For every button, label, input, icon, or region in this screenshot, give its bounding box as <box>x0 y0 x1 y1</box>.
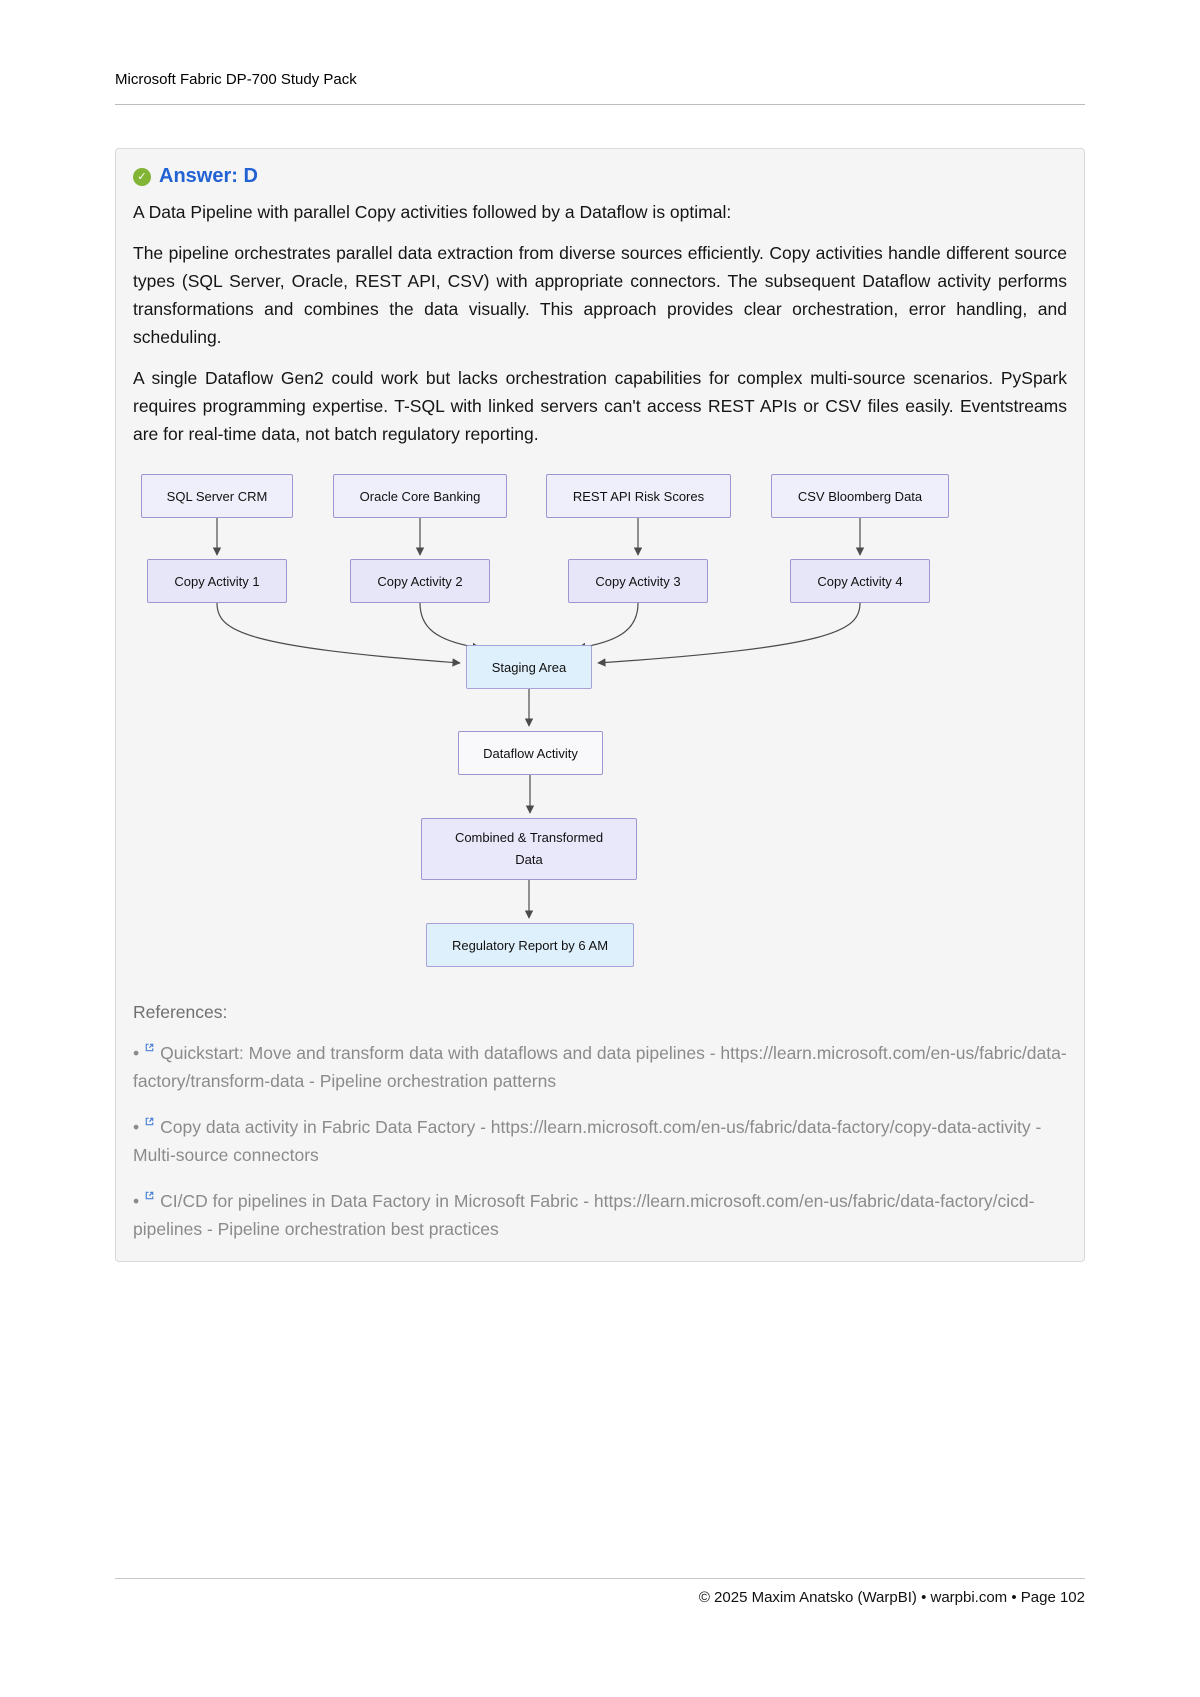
node-csv-bloomberg-data <box>771 474 949 518</box>
reference-text: CI/CD for pipelines in Data Factory in Microsoft Fabric - https://learn.microsoft.com/en-us/fabric/data-factory/cicd-pipelines - Pipeline orchestration best practices <box>133 1191 1035 1239</box>
pipeline-flowchart <box>133 461 1067 976</box>
node-rest-api-risk-scores <box>546 474 731 518</box>
answer-heading <box>133 165 1067 188</box>
node-copy-activity-2 <box>350 559 490 603</box>
answer-intro: A Data Pipeline with parallel Copy activities followed by a Dataflow is optimal: <box>133 202 732 222</box>
node-label: Combined & Transformed Data <box>454 830 604 867</box>
node-label: REST API Risk Scores <box>572 488 705 504</box>
answer-paragraph-2: A single Dataflow Gen2 could work but lacks orchestration capabilities for complex multi-source scenarios. PySpark requires programming expertise. T-SQL with linked servers can't access REST APIs or CSV files easily. Eventstreams are for real-time data, not batch regulatory reporting. <box>133 368 1067 444</box>
node-copy-activity-4 <box>790 559 930 603</box>
node-copy-activity-3 <box>568 559 708 603</box>
node-dataflow-activity <box>458 731 603 775</box>
node-label: Copy Activity 3 <box>595 573 681 589</box>
node-label: Staging Area <box>491 659 567 675</box>
flowchart-arrows <box>133 461 1067 976</box>
footer-divider <box>115 1578 1085 1579</box>
node-label: Copy Activity 2 <box>377 573 463 589</box>
external-link-icon <box>144 1033 155 1061</box>
node-staging-area <box>466 645 592 689</box>
node-regulatory-report <box>426 923 634 967</box>
reference-link-3[interactable] <box>133 1181 1067 1243</box>
node-label: CSV Bloomberg Data <box>797 488 923 504</box>
reference-link-1[interactable] <box>133 1033 1067 1095</box>
node-copy-activity-1 <box>147 559 287 603</box>
answer-label: Answer: D <box>159 165 258 187</box>
footer-text: © 2025 Maxim Anatsko (WarpBI) • warpbi.com • Page 102 <box>698 1589 1085 1606</box>
node-oracle-core-banking <box>333 474 507 518</box>
references-heading: References: <box>133 1002 228 1022</box>
node-sql-server-crm <box>141 474 293 518</box>
node-label: Copy Activity 4 <box>817 573 903 589</box>
reference-text: Copy data activity in Fabric Data Factory - https://learn.microsoft.com/en-us/fabric/data-factory/copy-data-activity - Multi-source connectors <box>133 1117 1042 1165</box>
check-circle-icon: ✓ <box>133 168 151 186</box>
bullet-icon: • <box>133 1191 140 1211</box>
bullet-icon: • <box>133 1117 140 1137</box>
node-combined-transformed-data <box>421 818 637 880</box>
external-link-icon <box>144 1107 155 1135</box>
external-link-icon <box>144 1181 155 1209</box>
node-label: Regulatory Report by 6 AM <box>451 937 609 953</box>
page-header-title: Microsoft Fabric DP-700 Study Pack <box>115 71 357 88</box>
node-label: Oracle Core Banking <box>359 488 481 504</box>
bullet-icon: • <box>133 1043 140 1063</box>
node-label: Copy Activity 1 <box>174 573 260 589</box>
answer-paragraph-1: The pipeline orchestrates parallel data extraction from diverse sources efficiently. Copy activities handle different source types (SQL Server, Oracle, REST API, CSV) with appropriate connectors. The subsequent Dataflow activity performs transformations and combines the data visually. This approach provides clear orchestration, error handling, and scheduling. <box>133 243 1067 347</box>
reference-link-2[interactable] <box>133 1107 1067 1169</box>
header-divider <box>115 104 1085 105</box>
node-label: Dataflow Activity <box>483 745 578 761</box>
reference-text: Quickstart: Move and transform data with dataflows and data pipelines - https://learn.microsoft.com/en-us/fabric/data-factory/transform-data - Pipeline orchestration patterns <box>133 1043 1067 1091</box>
references-section <box>133 1002 1067 1243</box>
node-label: SQL Server CRM <box>166 488 268 504</box>
answer-panel <box>115 148 1085 1262</box>
